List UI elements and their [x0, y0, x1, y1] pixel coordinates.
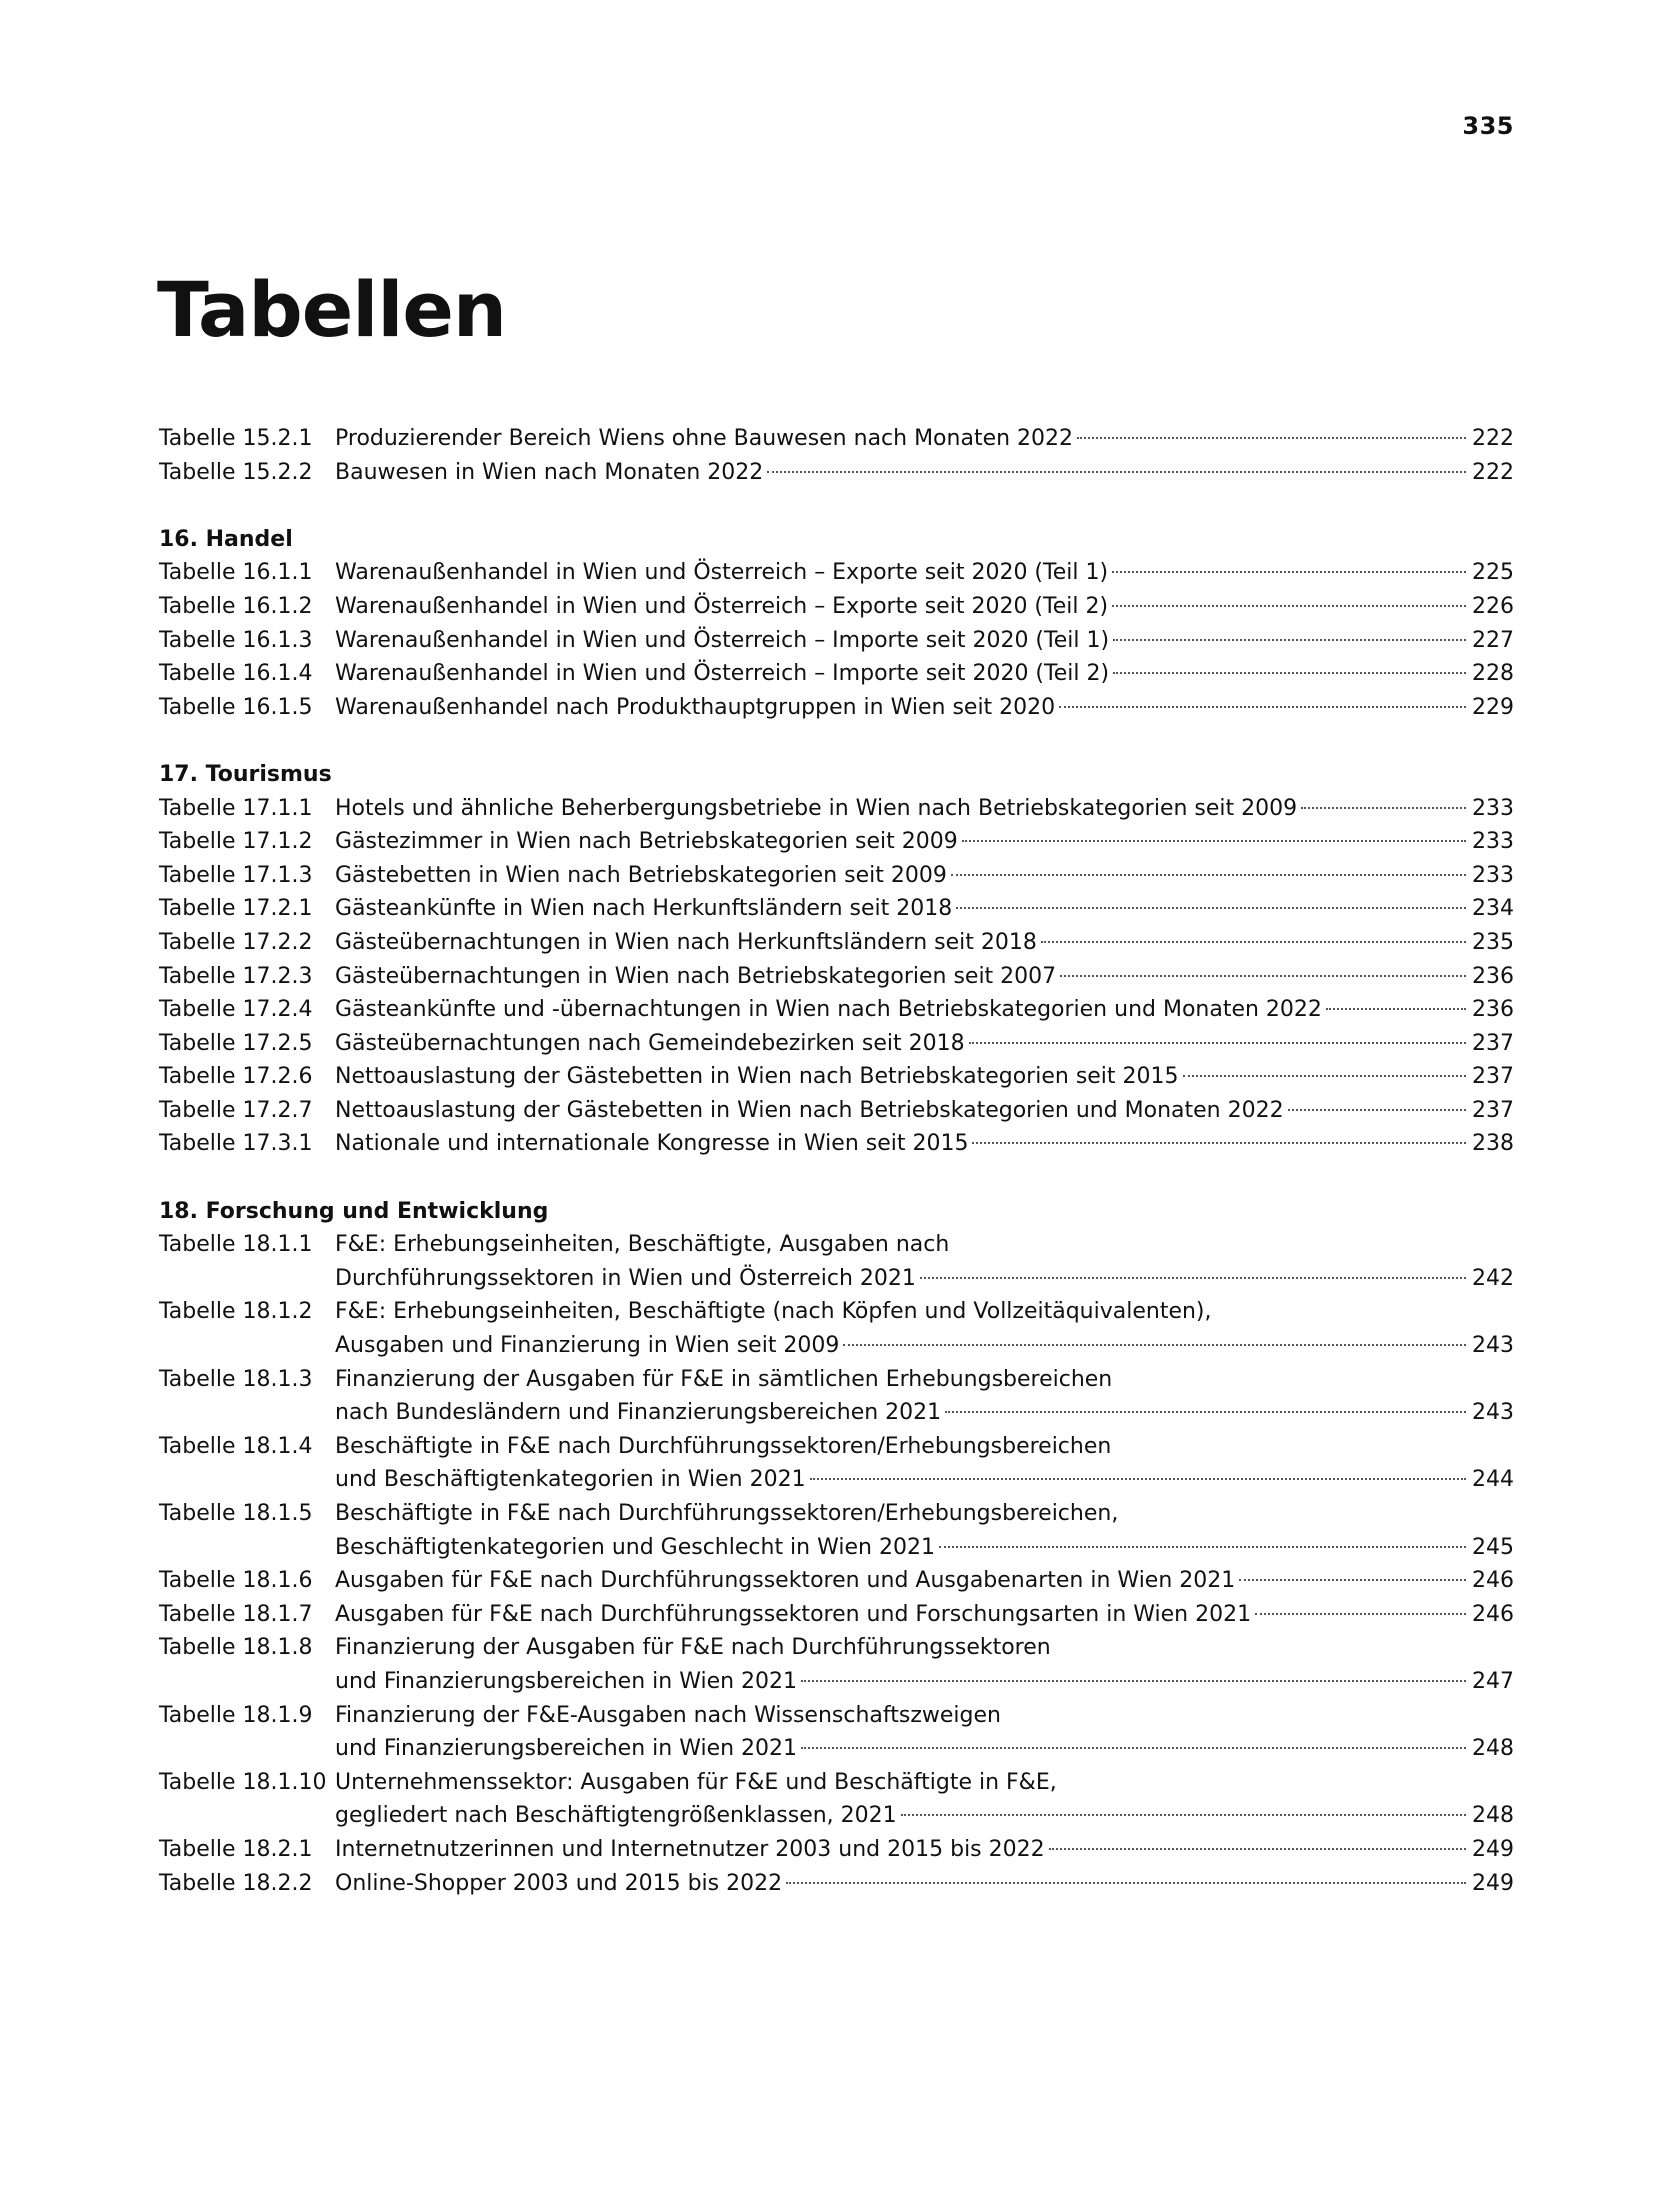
- toc-entry[interactable]: [159, 1699, 1514, 1766]
- toc-entry-body: [335, 960, 1514, 994]
- table-title: Nettoauslastung der Gästebetten in Wien nach Betriebskategorien seit 2015: [335, 1064, 1179, 1090]
- toc-entry[interactable]: [159, 1430, 1514, 1497]
- toc-entry-body: [335, 825, 1514, 859]
- table-number: Tabelle 16.1.5: [159, 694, 313, 720]
- table-title: Online-Shopper 2003 und 2015 bis 2022: [335, 1870, 783, 1896]
- page-reference: 243: [1472, 1333, 1514, 1359]
- table-title: Nettoauslastung der Gästebetten in Wien nach Betriebskategorien und Monaten 2022: [335, 1097, 1284, 1123]
- page-title: Tabellen: [157, 265, 507, 354]
- table-title: Beschäftigtenkategorien und Geschlecht in Wien 2021: [335, 1534, 935, 1560]
- toc-entry-last-line: [335, 1127, 1514, 1161]
- toc-entry[interactable]: [159, 590, 1514, 624]
- toc-entry-body: [335, 1363, 1514, 1430]
- section-gap: [159, 724, 1514, 758]
- page-reference: 222: [1472, 426, 1514, 451]
- table-number: Tabelle 16.1.4: [159, 661, 313, 687]
- page-reference: 238: [1472, 1131, 1514, 1157]
- toc-entry-body: [335, 1867, 1514, 1901]
- page-reference: 243: [1472, 1400, 1514, 1426]
- toc-entry[interactable]: [159, 456, 1514, 490]
- section-gap: [159, 489, 1514, 523]
- toc-entry-body: [335, 1430, 1514, 1497]
- toc-entry[interactable]: [159, 1363, 1514, 1430]
- toc-entry[interactable]: [159, 1497, 1514, 1564]
- dot-leader: [1060, 975, 1466, 977]
- page-reference: 228: [1472, 661, 1514, 687]
- table-number: Tabelle 17.2.5: [159, 1030, 313, 1056]
- table-number: Tabelle 17.2.4: [159, 997, 313, 1023]
- toc-entry-last-line: [335, 1531, 1514, 1565]
- table-title: nach Bundesländern und Finanzierungsbereichen 2021: [335, 1400, 942, 1426]
- table-title: Gästeübernachtungen in Wien nach Betriebskategorien seit 2007: [335, 963, 1057, 989]
- toc-entry[interactable]: [159, 1631, 1514, 1698]
- page-reference: 236: [1472, 997, 1514, 1023]
- toc-entry-last-line: [335, 590, 1514, 624]
- dot-leader: [810, 1478, 1466, 1480]
- dot-leader: [1183, 1075, 1466, 1077]
- table-number: Tabelle 16.1.1: [159, 560, 313, 586]
- table-number: Tabelle 18.1.9: [159, 1702, 313, 1728]
- table-title: Gästezimmer in Wien nach Betriebskategorien seit 2009: [335, 829, 958, 855]
- table-number: Tabelle 15.2.2: [159, 459, 313, 485]
- dot-leader: [1113, 639, 1466, 641]
- table-title: und Beschäftigtenkategorien in Wien 2021: [335, 1467, 806, 1493]
- table-title-line: F&E: Erhebungseinheiten, Beschäftigte, Ausgaben nach: [335, 1232, 950, 1258]
- toc-entry-body: [335, 556, 1514, 590]
- table-number: Tabelle 18.1.8: [159, 1635, 313, 1661]
- toc-entry[interactable]: [159, 1867, 1514, 1901]
- page-number: 335: [1462, 112, 1514, 140]
- dot-leader: [767, 471, 1466, 473]
- toc-entry[interactable]: [159, 624, 1514, 658]
- table-of-contents: [159, 422, 1514, 1900]
- toc-entry-last-line: [335, 422, 1514, 456]
- dot-leader: [1049, 1848, 1466, 1850]
- toc-entry-body: [335, 1094, 1514, 1128]
- table-title-line: Finanzierung der Ausgaben für F&E nach Durchführungssektoren: [335, 1635, 1051, 1661]
- toc-entry[interactable]: [159, 657, 1514, 691]
- page-reference: 229: [1472, 694, 1514, 720]
- toc-entry[interactable]: [159, 792, 1514, 826]
- table-title: Warenaußenhandel in Wien und Österreich – Exporte seit 2020 (Teil 2): [335, 593, 1109, 619]
- table-number: Tabelle 17.1.3: [159, 862, 313, 888]
- toc-entry[interactable]: [159, 993, 1514, 1027]
- page-reference: 249: [1472, 1836, 1514, 1862]
- table-title: Hotels und ähnliche Beherbergungsbetriebe in Wien nach Betriebskategorien seit 2009: [335, 795, 1298, 821]
- toc-entry-body: [335, 1127, 1514, 1161]
- toc-entry[interactable]: [159, 825, 1514, 859]
- toc-entry-last-line: [335, 960, 1514, 994]
- table-number: Tabelle 18.2.1: [159, 1836, 313, 1862]
- table-number: Tabelle 17.2.6: [159, 1064, 313, 1090]
- toc-entry[interactable]: [159, 1060, 1514, 1094]
- section-gap: [159, 1161, 1514, 1195]
- table-title-line: Finanzierung der Ausgaben für F&E in sämtlichen Erhebungsbereichen: [335, 1366, 1113, 1392]
- dot-leader: [1112, 605, 1466, 607]
- toc-entry-last-line: [335, 1867, 1514, 1901]
- dot-leader: [1301, 807, 1466, 809]
- toc-entry-body: [335, 624, 1514, 658]
- toc-entry-last-line: [335, 1665, 1514, 1699]
- toc-entry-last-line: [335, 624, 1514, 658]
- table-title: Gästeübernachtungen nach Gemeindebezirken seit 2018: [335, 1030, 965, 1056]
- page-reference: 246: [1472, 1568, 1514, 1594]
- toc-entry-last-line: [335, 1799, 1514, 1833]
- table-title: Internetnutzerinnen und Internetnutzer 2003 und 2015 bis 2022: [335, 1836, 1045, 1862]
- page-reference: 222: [1472, 459, 1514, 485]
- table-title: Bauwesen in Wien nach Monaten 2022: [335, 459, 764, 485]
- toc-entry-last-line: [335, 657, 1514, 691]
- table-title: Gästeübernachtungen in Wien nach Herkunftsländern seit 2018: [335, 929, 1037, 955]
- page-reference: 227: [1472, 627, 1514, 653]
- table-number: Tabelle 18.1.10: [159, 1769, 327, 1795]
- table-title: Ausgaben und Finanzierung in Wien seit 2009: [335, 1333, 840, 1359]
- toc-entry-body: [335, 590, 1514, 624]
- toc-entry-body: [335, 1766, 1514, 1833]
- dot-leader: [945, 1411, 1466, 1413]
- toc-entry-body: [335, 456, 1514, 490]
- page-reference: 233: [1472, 862, 1514, 888]
- table-number: Tabelle 15.2.1: [159, 426, 313, 451]
- toc-entry[interactable]: [159, 422, 1514, 456]
- toc-entry[interactable]: [159, 1598, 1514, 1632]
- table-number: Tabelle 16.1.2: [159, 593, 313, 619]
- dot-leader: [1077, 437, 1466, 439]
- toc-entry-last-line: [335, 1027, 1514, 1061]
- page-reference: 237: [1472, 1030, 1514, 1056]
- table-number: Tabelle 18.1.4: [159, 1433, 313, 1459]
- table-title: Warenaußenhandel nach Produkthauptgruppen in Wien seit 2020: [335, 694, 1056, 720]
- toc-entry-last-line: [335, 1833, 1514, 1867]
- dot-leader: [956, 907, 1466, 909]
- toc-entry[interactable]: [159, 1094, 1514, 1128]
- table-title: Durchführungssektoren in Wien und Österreich 2021: [335, 1265, 916, 1291]
- page-reference: 233: [1472, 829, 1514, 855]
- table-title: Ausgaben für F&E nach Durchführungssektoren und Ausgabenarten in Wien 2021: [335, 1568, 1236, 1594]
- table-title: Warenaußenhandel in Wien und Österreich – Importe seit 2020 (Teil 2): [335, 661, 1110, 687]
- dot-leader: [801, 1747, 1466, 1749]
- table-title: Gästeankünfte und -übernachtungen in Wien nach Betriebskategorien und Monaten 2022: [335, 997, 1322, 1023]
- toc-entry-body: [335, 691, 1514, 725]
- toc-entry-last-line: [335, 859, 1514, 893]
- toc-entry-last-line: [335, 825, 1514, 859]
- page-reference: 237: [1472, 1097, 1514, 1123]
- toc-entry-body: [335, 1295, 1514, 1362]
- page-reference: 225: [1472, 560, 1514, 586]
- toc-entry-body: [335, 422, 1514, 456]
- table-number: Tabelle 18.1.1: [159, 1232, 313, 1258]
- table-number: Tabelle 16.1.3: [159, 627, 313, 653]
- page-reference: 244: [1472, 1467, 1514, 1493]
- toc-entry-body: [335, 1598, 1514, 1632]
- page-reference: 242: [1472, 1265, 1514, 1291]
- dot-leader: [1239, 1579, 1466, 1581]
- toc-entry[interactable]: [159, 1833, 1514, 1867]
- dot-leader: [969, 1042, 1466, 1044]
- page-reference: 245: [1472, 1534, 1514, 1560]
- toc-entry-last-line: [335, 926, 1514, 960]
- dot-leader: [939, 1546, 1466, 1548]
- table-number: Tabelle 18.1.6: [159, 1568, 313, 1594]
- table-number: Tabelle 18.1.7: [159, 1601, 313, 1627]
- table-title: und Finanzierungsbereichen in Wien 2021: [335, 1736, 798, 1762]
- table-title: Warenaußenhandel in Wien und Österreich – Importe seit 2020 (Teil 1): [335, 627, 1110, 653]
- table-title: Produzierender Bereich Wiens ohne Bauwesen nach Monaten 2022: [335, 426, 1074, 451]
- page-reference: 237: [1472, 1064, 1514, 1090]
- toc-entry-body: [335, 859, 1514, 893]
- toc-entry-last-line: [335, 1329, 1514, 1363]
- toc-entry[interactable]: [159, 556, 1514, 590]
- toc-entry-last-line: [335, 1564, 1514, 1598]
- toc-entry-body: [335, 1833, 1514, 1867]
- dot-leader: [920, 1277, 1466, 1279]
- toc-entry-last-line: [335, 1060, 1514, 1094]
- toc-entry-body: [335, 1699, 1514, 1766]
- toc-entry-last-line: [335, 1463, 1514, 1497]
- toc-entry-body: [335, 892, 1514, 926]
- dot-leader: [1041, 941, 1466, 943]
- table-title-line: Finanzierung der F&E-Ausgaben nach Wissenschaftszweigen: [335, 1702, 1001, 1728]
- section-heading: 17. Tourismus: [159, 761, 332, 787]
- toc-entry-body: [335, 1564, 1514, 1598]
- dot-leader: [1255, 1613, 1466, 1615]
- table-title-line: Unternehmenssektor: Ausgaben für F&E und Beschäftigte in F&E,: [335, 1769, 1057, 1795]
- page-reference: 234: [1472, 896, 1514, 922]
- section-heading: 16. Handel: [159, 526, 293, 552]
- table-title: Gästeankünfte in Wien nach Herkunftsländern seit 2018: [335, 896, 953, 922]
- dot-leader: [1326, 1008, 1466, 1010]
- toc-entry-last-line: [335, 456, 1514, 490]
- toc-entry-body: [335, 1027, 1514, 1061]
- table-number: Tabelle 17.1.2: [159, 829, 313, 855]
- toc-entry-body: [335, 1631, 1514, 1698]
- table-number: Tabelle 17.2.1: [159, 896, 313, 922]
- page-reference: 248: [1472, 1803, 1514, 1829]
- dot-leader: [1059, 706, 1466, 708]
- page-reference: 246: [1472, 1601, 1514, 1627]
- table-number: Tabelle 17.1.1: [159, 795, 313, 821]
- table-number: Tabelle 17.2.7: [159, 1097, 313, 1123]
- table-number: Tabelle 18.2.2: [159, 1870, 313, 1896]
- page-reference: 249: [1472, 1870, 1514, 1896]
- table-title: Ausgaben für F&E nach Durchführungssektoren und Forschungsarten in Wien 2021: [335, 1601, 1252, 1627]
- table-number: Tabelle 18.1.2: [159, 1299, 313, 1325]
- dot-leader: [972, 1142, 1466, 1144]
- table-title: gegliedert nach Beschäftigtengrößenklassen, 2021: [335, 1803, 897, 1829]
- toc-entry-body: [335, 1060, 1514, 1094]
- page-reference: 247: [1472, 1668, 1514, 1694]
- toc-entry-body: [335, 657, 1514, 691]
- dot-leader: [1113, 672, 1466, 674]
- table-title-line: Beschäftigte in F&E nach Durchführungssektoren/Erhebungsbereichen: [335, 1433, 1112, 1459]
- toc-entry[interactable]: [159, 926, 1514, 960]
- toc-entry-last-line: [335, 1262, 1514, 1296]
- dot-leader: [1288, 1109, 1466, 1111]
- dot-leader: [801, 1680, 1466, 1682]
- toc-entry[interactable]: [159, 1228, 1514, 1295]
- page-reference: 235: [1472, 929, 1514, 955]
- table-title: und Finanzierungsbereichen in Wien 2021: [335, 1668, 798, 1694]
- section-heading: 18. Forschung und Entwicklung: [159, 1198, 549, 1224]
- dot-leader: [951, 874, 1466, 876]
- table-number: Tabelle 17.2.2: [159, 929, 313, 955]
- table-title: Nationale und internationale Kongresse in Wien seit 2015: [335, 1131, 969, 1157]
- table-number: Tabelle 17.3.1: [159, 1131, 313, 1157]
- dot-leader: [786, 1882, 1466, 1884]
- toc-entry-last-line: [335, 1094, 1514, 1128]
- page-reference: 233: [1472, 795, 1514, 821]
- toc-entry-last-line: [335, 691, 1514, 725]
- table-title: Warenaußenhandel in Wien und Österreich – Exporte seit 2020 (Teil 1): [335, 560, 1109, 586]
- toc-entry-body: [335, 1497, 1514, 1564]
- toc-entry-last-line: [335, 892, 1514, 926]
- table-number: Tabelle 18.1.5: [159, 1501, 313, 1526]
- toc-entry-last-line: [335, 792, 1514, 826]
- table-title-line: Beschäftigte in F&E nach Durchführungssektoren/Erhebungsbereichen,: [335, 1501, 1119, 1526]
- page-reference: 226: [1472, 593, 1514, 619]
- dot-leader: [901, 1814, 1466, 1816]
- dot-leader: [1112, 571, 1466, 573]
- toc-entry[interactable]: [159, 1127, 1514, 1161]
- toc-entry[interactable]: [159, 1766, 1514, 1833]
- toc-entry[interactable]: [159, 960, 1514, 994]
- toc-entry[interactable]: [159, 1027, 1514, 1061]
- toc-entry-body: [335, 1228, 1514, 1295]
- toc-entry-last-line: [335, 556, 1514, 590]
- page-reference: 248: [1472, 1736, 1514, 1762]
- toc-entry[interactable]: [159, 859, 1514, 893]
- table-title-line: F&E: Erhebungseinheiten, Beschäftigte (nach Köpfen und Vollzeitäquivalenten),: [335, 1299, 1212, 1325]
- toc-entry[interactable]: [159, 691, 1514, 725]
- toc-entry[interactable]: [159, 1564, 1514, 1598]
- toc-entry[interactable]: [159, 892, 1514, 926]
- toc-entry-last-line: [335, 1732, 1514, 1766]
- table-number: Tabelle 18.1.3: [159, 1366, 313, 1392]
- toc-entry-last-line: [335, 1598, 1514, 1632]
- dot-leader: [843, 1344, 1466, 1346]
- toc-entry-body: [335, 993, 1514, 1027]
- table-title: Gästebetten in Wien nach Betriebskategorien seit 2009: [335, 862, 947, 888]
- toc-entry-body: [335, 792, 1514, 826]
- page-reference: 236: [1472, 963, 1514, 989]
- dot-leader: [962, 840, 1466, 842]
- toc-entry-body: [335, 926, 1514, 960]
- table-number: Tabelle 17.2.3: [159, 963, 313, 989]
- toc-entry-last-line: [335, 1396, 1514, 1430]
- toc-entry-last-line: [335, 993, 1514, 1027]
- toc-entry[interactable]: [159, 1295, 1514, 1362]
